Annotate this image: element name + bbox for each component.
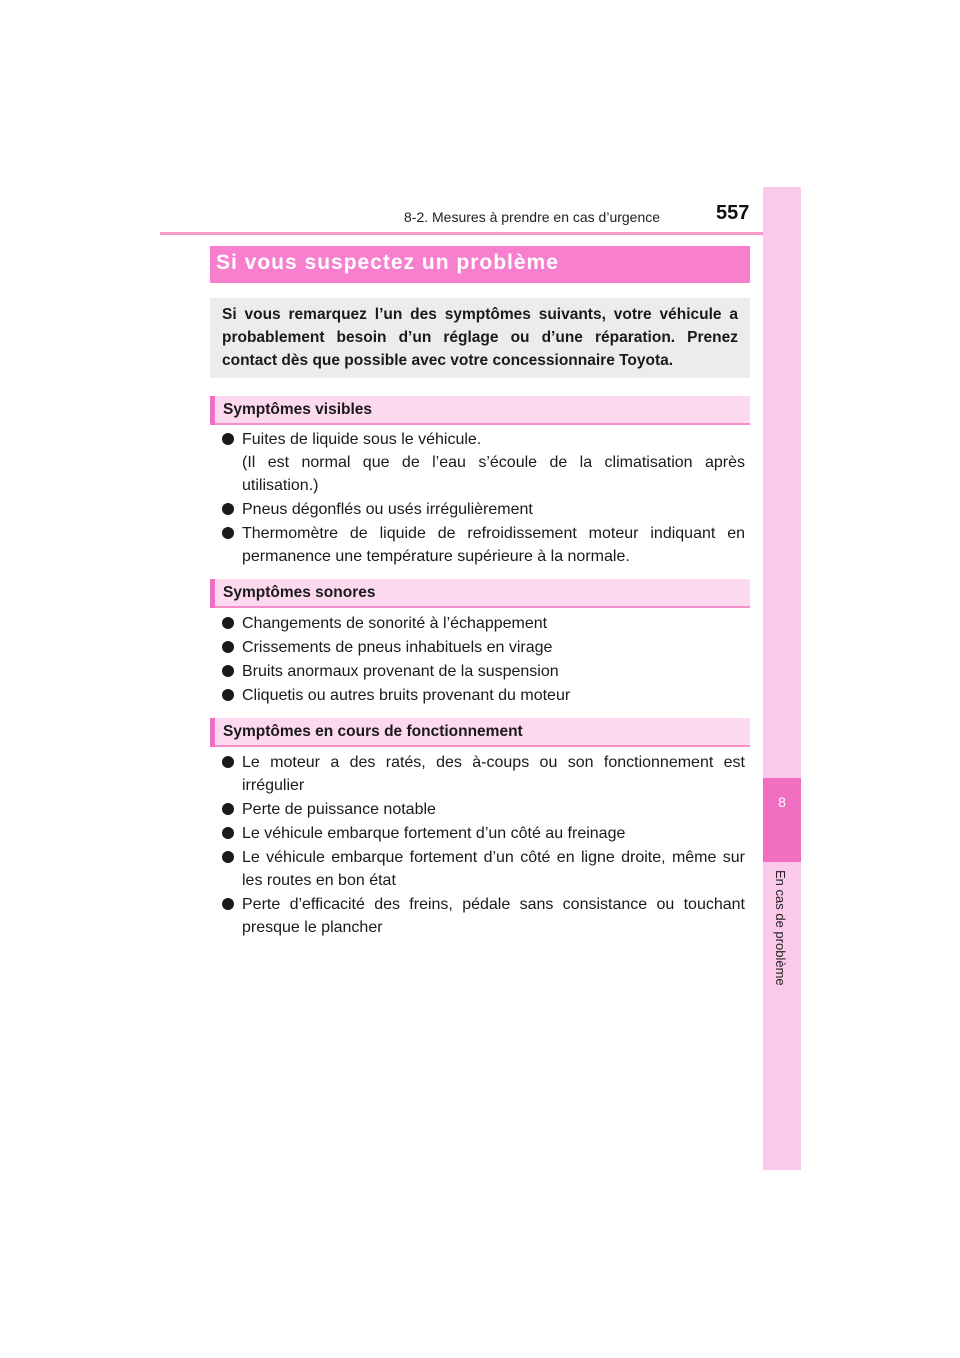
- list-item: [222, 428, 745, 497]
- bullet-icon: [222, 898, 234, 910]
- list-item: [222, 893, 745, 939]
- page-title: Si vous suspectez un problème: [216, 251, 559, 274]
- chapter-tab: [763, 778, 801, 862]
- symptom-list-sound: [222, 612, 745, 708]
- list-item-text: Le véhicule embarque fortement d’un côté au freinage: [242, 825, 626, 842]
- intro-text: Si vous remarquez l’un des symptômes suivants, votre véhicule a probablement besoin d’un réglage ou d’une réparation. Prenez contact dès que possible avec votre concessionnaire Toyota.: [222, 306, 738, 369]
- bullet-icon: [222, 665, 234, 677]
- list-item-text: Thermomètre de liquide de refroidissement moteur indiquant en permanence une température supérieure à la normale.: [242, 525, 745, 565]
- section-heading: Symptômes en cours de fonctionnement: [223, 723, 523, 740]
- running-header-section: 8-2. Mesures à prendre en cas d’urgence: [404, 209, 661, 225]
- list-item: [222, 684, 745, 707]
- bullet-icon: [222, 803, 234, 815]
- bullet-icon: [222, 527, 234, 539]
- list-item-text: Bruits anormaux provenant de la suspension: [242, 663, 559, 680]
- section-marker: [210, 579, 215, 608]
- list-item-text: Perte de puissance notable: [242, 801, 436, 818]
- section-marker: [210, 718, 215, 747]
- list-item: [222, 798, 745, 821]
- list-item-text: Pneus dégonflés ou usés irrégulièrement: [242, 501, 533, 518]
- bullet-icon: [222, 433, 234, 445]
- list-item: [222, 522, 745, 568]
- symptom-list-operation: [222, 751, 745, 940]
- bullet-icon: [222, 503, 234, 515]
- list-item-text: Perte d’efficacité des freins, pédale sans consistance ou touchant presque le plancher: [242, 896, 745, 936]
- chapter-number: 8: [778, 794, 786, 810]
- list-item: [222, 846, 745, 892]
- symptom-list-visible: [222, 428, 745, 569]
- bullet-icon: [222, 641, 234, 653]
- header-divider: [160, 232, 800, 235]
- list-item: [222, 660, 745, 683]
- chapter-title: En cas de problème: [773, 870, 788, 986]
- list-item-text: Cliquetis ou autres bruits provenant du moteur: [242, 687, 571, 704]
- section-marker: [210, 396, 215, 425]
- list-item-text: Crissements de pneus inhabituels en virage: [242, 639, 553, 656]
- side-tab-strip: [763, 187, 801, 1170]
- list-item-text: Changements de sonorité à l’échappement: [242, 615, 548, 632]
- list-item-text: Le véhicule embarque fortement d’un côté en ligne droite, même sur les routes en bon état: [242, 849, 745, 889]
- list-item: [222, 498, 745, 521]
- list-item-text: Le moteur a des ratés, des à-coups ou son fonctionnement est irrégulier: [242, 754, 745, 794]
- section-heading: Symptômes sonores: [223, 584, 376, 601]
- list-item-text: Fuites de liquide sous le véhicule.: [242, 431, 482, 448]
- bullet-icon: [222, 756, 234, 768]
- section-heading: Symptômes visibles: [223, 401, 373, 418]
- bullet-icon: [222, 851, 234, 863]
- bullet-icon: [222, 689, 234, 701]
- list-item: [222, 751, 745, 797]
- page-number: 557: [716, 202, 750, 224]
- list-item-note: (Il est normal que de l’eau s’écoule de la climatisation après utilisation.): [242, 454, 745, 494]
- bullet-icon: [222, 617, 234, 629]
- bullet-icon: [222, 827, 234, 839]
- list-item: [222, 636, 745, 659]
- list-item: [222, 822, 745, 845]
- list-item: [222, 612, 745, 635]
